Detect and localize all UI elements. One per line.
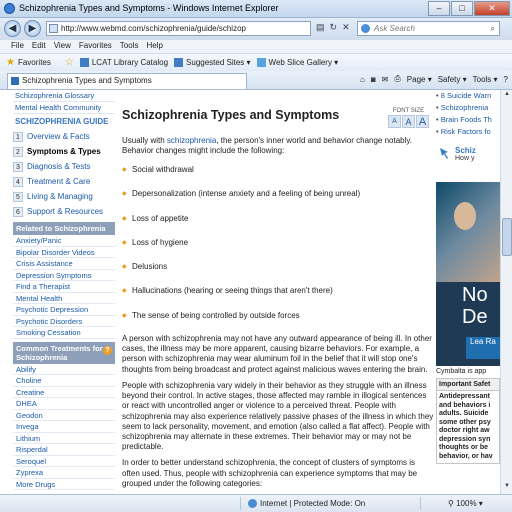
tools-menu[interactable]: Tools ▾ bbox=[472, 74, 498, 84]
treatment-link[interactable]: More Drugs bbox=[13, 479, 115, 491]
window-title: Schizophrenia Types and Symptoms - Windows Internet Explorer bbox=[19, 3, 279, 13]
right-link[interactable]: • Brain Foods Th bbox=[436, 114, 500, 126]
menu-favorites[interactable]: Favorites bbox=[78, 41, 112, 50]
forward-button[interactable]: ▶ bbox=[24, 20, 41, 37]
guide-number: 5 bbox=[13, 192, 23, 202]
fav-item-label: LCAT Library Catalog bbox=[91, 58, 169, 67]
nav-link-glossary[interactable]: Schizophrenia Glossary bbox=[13, 90, 115, 102]
list-item: ◆ Hallucinations (hearing or seeing things that aren't there) bbox=[122, 283, 434, 307]
zone-label: Internet | Protected Mode: On bbox=[260, 499, 366, 508]
ad-caption: Cymbalta is app bbox=[436, 368, 487, 375]
treatment-link[interactable]: Geodon bbox=[13, 410, 115, 422]
fav-item-lcat[interactable] bbox=[80, 58, 168, 67]
treatment-link[interactable]: DHEA bbox=[13, 398, 115, 410]
font-size-control bbox=[388, 108, 429, 128]
body-paragraph: A person with schizophrenia may not have any outward appearance of being ill. In other cases, the illness may be more apparent, causing bizarre behaviors. For example, a person with schizophrenia may wear aluminum foil in the belief that it will stop one's thoughts from being broadcast and protect against malicious waves entering the brain. bbox=[122, 334, 432, 374]
zoom-control[interactable]: ⚲ 100% ▾ bbox=[448, 499, 483, 508]
intro-paragraph bbox=[122, 136, 434, 156]
search-placeholder: Ask Search bbox=[374, 24, 415, 33]
guide-item-3[interactable] bbox=[13, 159, 115, 174]
related-link[interactable]: Depression Symptoms bbox=[13, 270, 115, 282]
favorites-bar bbox=[0, 53, 512, 71]
article bbox=[122, 90, 434, 494]
globe-icon bbox=[248, 499, 257, 508]
url-text: http://www.webmd.com/schizophrenia/guide/schizop bbox=[61, 24, 246, 33]
treatment-link[interactable]: Choline bbox=[13, 375, 115, 387]
related-link[interactable]: Find a Therapist bbox=[13, 281, 115, 293]
page-icon bbox=[80, 58, 89, 67]
page-icon bbox=[49, 24, 58, 33]
related-header: Related to Schizophrenia bbox=[13, 222, 115, 235]
safety-header: Important Safet bbox=[437, 379, 499, 391]
list-item: ◆ Loss of appetite bbox=[122, 211, 434, 235]
list-item: ◆ Loss of hygiene bbox=[122, 235, 434, 259]
related-link[interactable]: Psychotic Disorders bbox=[13, 316, 115, 328]
treatment-link[interactable]: Creatine bbox=[13, 387, 115, 399]
menu-file[interactable]: File bbox=[11, 41, 24, 50]
page-content bbox=[0, 90, 512, 494]
guide-label: Diagnosis & Tests bbox=[27, 162, 91, 171]
related-link[interactable]: Anxiety/Panic bbox=[13, 235, 115, 247]
safety-info-box bbox=[436, 378, 500, 464]
promo-subtitle: How y bbox=[455, 155, 475, 162]
guide-number: 4 bbox=[13, 177, 23, 187]
compatibility-icon[interactable]: ▤ bbox=[316, 22, 325, 32]
ie-logo-icon bbox=[4, 3, 15, 14]
left-nav bbox=[13, 90, 115, 490]
guide-item-6[interactable] bbox=[13, 204, 115, 219]
home-icon[interactable]: ⌂ bbox=[359, 74, 365, 84]
symptom-list bbox=[122, 162, 434, 332]
feeds-icon[interactable]: ◙ bbox=[370, 74, 376, 84]
search-icon[interactable]: ⌕ bbox=[490, 24, 495, 33]
font-medium-button[interactable]: A bbox=[402, 115, 415, 128]
scroll-thumb[interactable] bbox=[502, 218, 512, 256]
schizophrenia-link[interactable]: schizophrenia bbox=[166, 136, 217, 145]
treatment-link[interactable]: Abilify bbox=[13, 364, 115, 376]
tab-label: Schizophrenia Types and Symptoms bbox=[22, 76, 152, 85]
guide-item-5[interactable] bbox=[13, 189, 115, 204]
right-link[interactable]: • Schizophrenia bbox=[436, 102, 500, 114]
ie-icon bbox=[174, 58, 183, 67]
guide-label: Support & Resources bbox=[27, 207, 104, 216]
help-icon[interactable]: ? bbox=[103, 346, 112, 355]
ad-learn-button[interactable]: Lea Ra bbox=[466, 337, 500, 359]
minimize-button[interactable]: – bbox=[428, 1, 450, 16]
menu-help[interactable]: Help bbox=[146, 41, 163, 50]
treatment-link[interactable]: Seroquel bbox=[13, 456, 115, 468]
related-link[interactable]: Mental Health bbox=[13, 293, 115, 305]
tab-bar bbox=[0, 71, 512, 90]
search-provider-icon bbox=[361, 24, 370, 33]
intro-text: , the person's inner world and behavior change notably. Behavior changes might include the following: bbox=[122, 136, 413, 155]
guide-title: SCHIZOPHRENIA GUIDE bbox=[15, 117, 109, 126]
fav-item-webslice[interactable] bbox=[257, 58, 339, 67]
pointer-hand-icon bbox=[436, 146, 452, 162]
guide-number: 2 bbox=[13, 147, 23, 157]
related-link[interactable]: Bipolar Disorder Videos bbox=[13, 247, 115, 259]
fav-item-label: Suggested Sites ▾ bbox=[186, 58, 251, 67]
webslice-icon bbox=[257, 58, 266, 67]
promo-box[interactable] bbox=[436, 146, 500, 162]
guide-item-2[interactable] bbox=[13, 144, 115, 159]
add-favorite-icon[interactable]: ☆ bbox=[64, 57, 74, 68]
window-controls bbox=[428, 1, 510, 16]
window-titlebar bbox=[0, 0, 512, 18]
divider bbox=[240, 497, 241, 510]
page-title: Schizophrenia Types and Symptoms bbox=[122, 108, 340, 122]
menu-edit[interactable]: Edit bbox=[31, 41, 46, 50]
search-input[interactable] bbox=[357, 21, 500, 36]
guide-label: Living & Managing bbox=[27, 192, 93, 201]
guide-label: Treatment & Care bbox=[27, 177, 91, 186]
guide-item-4[interactable] bbox=[13, 174, 115, 189]
ad-photo bbox=[436, 182, 500, 282]
body-paragraph: People with schizophrenia vary widely in their behavior as they struggle with an illness beyond their control. In active stages, those affected may ramble in illogical sentences or react with uncontrolled anger or violence to a perceived threat. People with schizophrenia may also experience relatively passive phases of the illness in which they seem to lack personality, movement, and emotion (also called a flat affect). People with schizophrenia may alternate in these extremes. Their behavior may or may not be predictable. bbox=[122, 380, 434, 452]
guide-number: 1 bbox=[13, 132, 23, 142]
stop-icon[interactable]: ✕ bbox=[342, 22, 350, 32]
favorites-star-icon: ★ bbox=[6, 57, 15, 68]
security-zone[interactable] bbox=[248, 499, 365, 508]
right-link[interactable]: • 8 Suicide Warn bbox=[436, 90, 500, 102]
address-bar-area bbox=[0, 18, 512, 40]
favorites-label: Favorites bbox=[17, 58, 51, 67]
font-size-label: FONT SIZE bbox=[392, 108, 425, 114]
scroll-down-icon[interactable]: ▼ bbox=[504, 483, 510, 489]
menu-view[interactable]: View bbox=[53, 41, 71, 50]
treatments-header-label: Common Treatments for Schizophrenia bbox=[16, 343, 103, 362]
related-link[interactable]: Smoking Cessation bbox=[13, 327, 115, 339]
font-small-button[interactable]: A bbox=[388, 115, 401, 128]
related-link[interactable]: Psychotic Depression bbox=[13, 304, 115, 316]
fav-item-suggested[interactable] bbox=[174, 58, 251, 67]
address-actions bbox=[316, 22, 350, 33]
guide-label: Symptoms & Types bbox=[27, 147, 101, 156]
refresh-icon[interactable]: ↻ bbox=[329, 22, 338, 32]
guide-number: 3 bbox=[13, 162, 23, 172]
status-bar bbox=[0, 494, 512, 512]
body-paragraph: In order to better understand schizophrenia, the concept of clusters of symptoms is often used. Thus, people with schizophrenia can experience symptoms that may be grouped under the following categories: bbox=[122, 458, 418, 488]
treatment-link[interactable]: Zyprexa bbox=[13, 467, 115, 479]
ad-headline: De bbox=[462, 306, 488, 328]
page-menu[interactable]: Page ▾ bbox=[406, 74, 432, 84]
list-item: ◆ Delusions bbox=[122, 259, 434, 283]
scroll-up-icon[interactable]: ▲ bbox=[504, 91, 510, 97]
command-bar bbox=[360, 74, 508, 84]
list-item: ◆ Depersonalization (intense anxiety and a feeling of being unreal) bbox=[122, 186, 434, 210]
favorites-button[interactable] bbox=[6, 57, 51, 68]
safety-menu[interactable]: Safety ▾ bbox=[437, 74, 467, 84]
fav-item-label: Web Slice Gallery ▾ bbox=[268, 58, 339, 67]
webmd-favicon-icon bbox=[11, 77, 19, 85]
tab-active[interactable] bbox=[7, 73, 247, 89]
treatment-link[interactable]: Invega bbox=[13, 421, 115, 433]
font-large-button[interactable]: A bbox=[416, 115, 429, 128]
print-icon[interactable]: ⎙ bbox=[394, 74, 401, 83]
read-mail-icon[interactable]: ✉ bbox=[381, 74, 389, 84]
guide-item-1[interactable] bbox=[13, 129, 115, 144]
treatment-link[interactable]: Risperdal bbox=[13, 444, 115, 456]
intro-text: Usually with bbox=[122, 136, 167, 145]
treatments-header bbox=[13, 342, 115, 364]
close-button[interactable]: ✕ bbox=[474, 1, 510, 16]
right-link[interactable]: • Risk Factors fo bbox=[436, 126, 500, 138]
help-menu[interactable]: ? bbox=[503, 74, 508, 84]
back-button[interactable]: ◀ bbox=[4, 20, 21, 37]
right-column bbox=[436, 90, 500, 464]
maximize-button[interactable]: □ bbox=[451, 1, 473, 16]
guide-label: Overview & Facts bbox=[27, 132, 90, 141]
list-item: ◆ The sense of being controlled by outside forces bbox=[122, 308, 434, 332]
related-link[interactable]: Crisis Assistance bbox=[13, 258, 115, 270]
advertisement[interactable] bbox=[436, 182, 500, 366]
menu-tools[interactable]: Tools bbox=[119, 41, 139, 50]
nav-link-community[interactable]: Mental Health Community bbox=[13, 102, 115, 114]
menu-bar bbox=[0, 40, 512, 53]
vertical-scrollbar[interactable] bbox=[500, 90, 512, 494]
safety-body: Antidepressant and behaviors i adults. Suicide some other psy doctor right aw depression syn thoughts or be behavior, or hav bbox=[439, 393, 493, 460]
list-item: ◆ Social withdrawal bbox=[122, 162, 434, 186]
zoom-level: 100% bbox=[456, 499, 477, 508]
ad-headline: No bbox=[462, 284, 488, 306]
promo-title: Schiz bbox=[455, 146, 476, 155]
divider bbox=[420, 497, 421, 510]
guide-number: 6 bbox=[13, 207, 23, 217]
treatment-link[interactable]: Lithium bbox=[13, 433, 115, 445]
address-input[interactable] bbox=[46, 21, 311, 36]
zoom-icon: ⚲ bbox=[448, 499, 457, 508]
